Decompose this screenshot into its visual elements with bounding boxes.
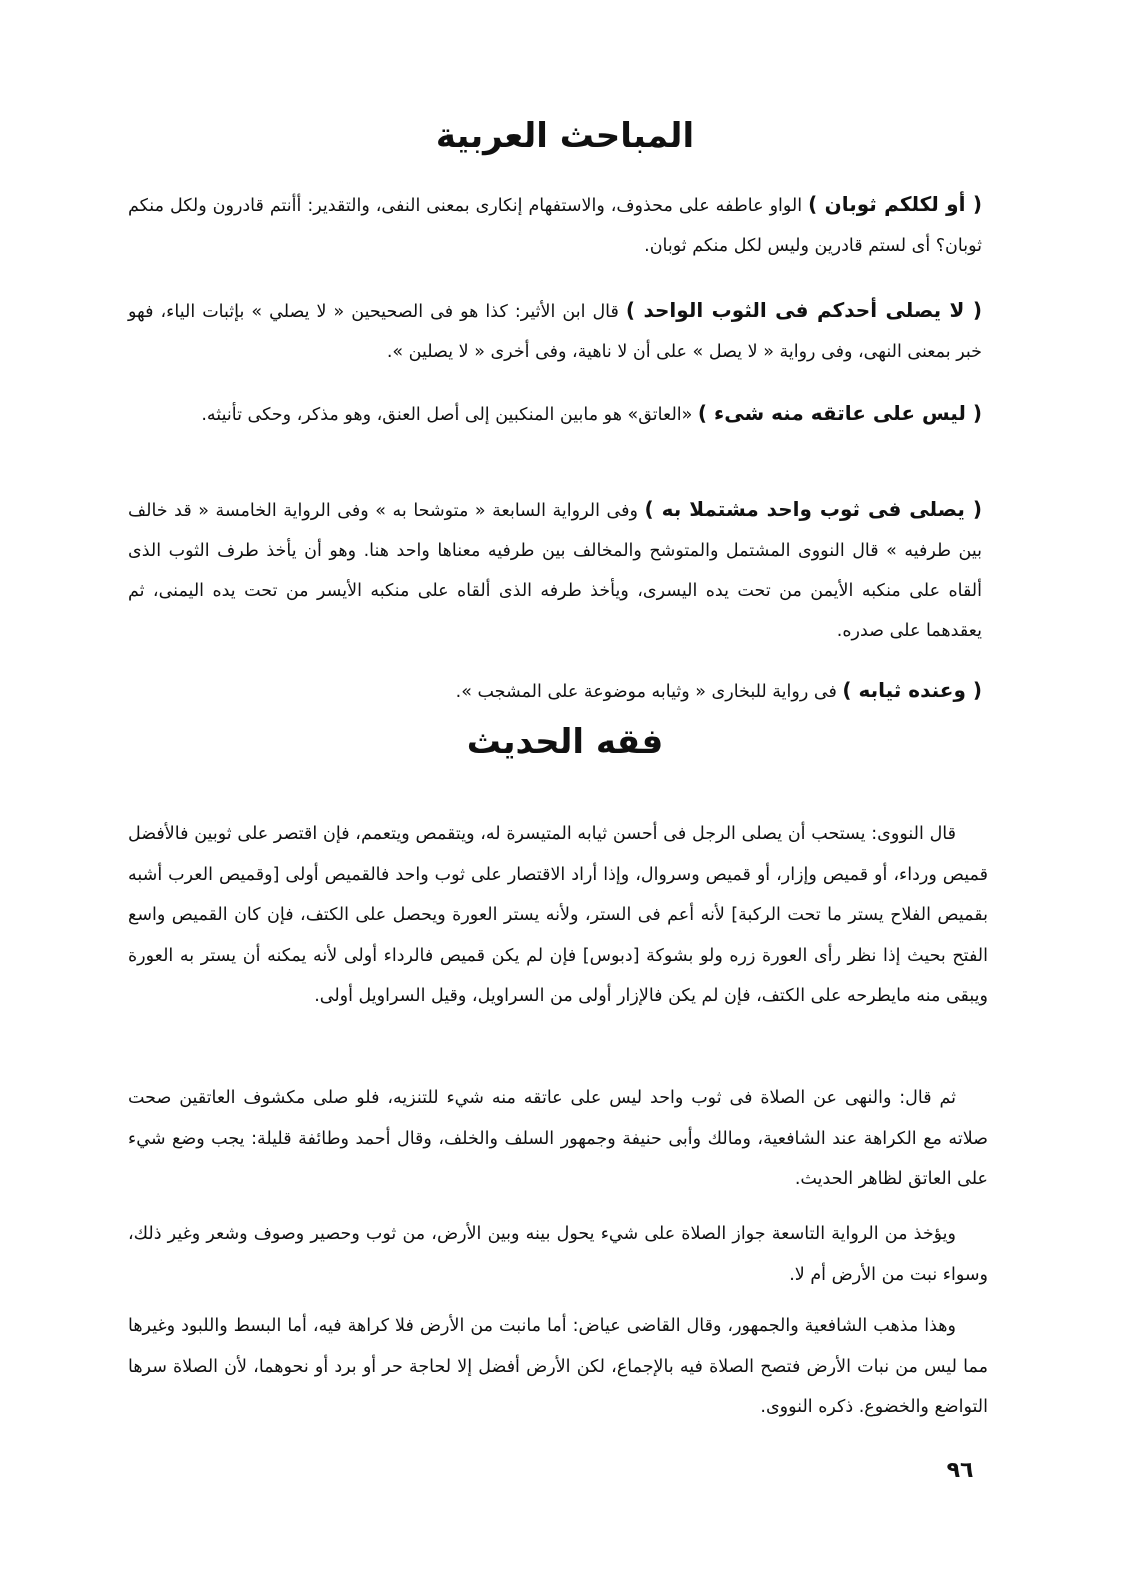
entry-term: ( أو لكلكم ثوبان ): [808, 192, 982, 216]
entry-text: الواو عاطفه على محذوف، والاستفهام إنكارى بمعنى النفى، والتقدير: أأنتم قادرون ولكل منكم ثوبان؟ أى لستم قادرين وليس لكل منكم ثوبان.: [128, 196, 982, 256]
entry-term: ( ليس على عاتقه منه شىء ): [697, 401, 982, 425]
entry-paragraph: [128, 393, 982, 435]
entry-text: فى رواية للبخارى « وثيابه موضوعة على المشجب ».: [455, 682, 843, 702]
entry-paragraph: [128, 489, 982, 651]
body-paragraph: قال النووى: يستحب أن يصلى الرجل فى أحسن ثيابه المتيسرة له، ويتقمص ويتعمم، فإن اقتصر على ثوبين فالأفضل قميص ورداء، أو قميص وإزار، أو قميص وسروال، وإذا أراد الاقتصار على ثوب واحد فالقميص أولى [وقميص العرب أشبه بقميص الفلاح يستر ما تحت الركبة] لأنه أعم فى الستر، ولأنه يستر العورة ويحصل على الكتف، فإن كان القميص واسع الفتح بحيث إذا نظر رأى العورة زره ولو بشوكة [دبوس] فإن لم يكن قميص فالرداء أولى لأنه يمكنه أن يستر به العورة ويبقى منه مايطرحه على الكتف، فإن لم يكن فالإزار أولى من السراويل، وقيل السراويل أولى.: [128, 824, 988, 1006]
entry-term: ( وعنده ثيابه ): [842, 678, 982, 702]
page-number: ٩٦: [946, 1458, 974, 1483]
body-paragraph: ثم قال: والنهى عن الصلاة فى ثوب واحد ليس على عاتقه منه شيء للتنزيه، فلو صلى مكشوف العاتقين صحت صلاته مع الكراهة عند الشافعية، ومالك وأبى حنيفة وجمهور السلف والخلف، وقال أحمد وطائفة قليلة: يجب وضع شيء على العاتق لظاهر الحديث.: [128, 1088, 988, 1189]
body-paragraph: وهذا مذهب الشافعية والجمهور، وقال القاضى عياض: أما مانبت من الأرض فلا كراهة فيه، أما البسط واللبود وغيرها مما ليس من نبات الأرض فتصح الصلاة فيه بالإجماع، لكن الأرض أفضل إلا لحاجة حر أو برد أو نحوهما، لأن الصلاة سرها التواضع والخضوع. ذكره النووى.: [128, 1316, 988, 1417]
entry-text: «العاتق» هو مابين المنكبين إلى أصل العنق، وهو مذكر، وحكى تأنيثه.: [201, 405, 698, 425]
entry-text: وفى الرواية السابعة « متوشحا به » وفى الرواية الخامسة « قد خالف بين طرفيه » قال النووى المشتمل والمتوشح والمخالف بين طرفيه معناها واحد هنا. وهو أن يأخذ طرف الثوب الذى ألقاه على منكبه الأيمن من تحت يده اليسرى، ويأخذ طرفه الذى ألقاه على منكبه الأيسر من تحت يده اليمنى، ثم يعقدهما على صدره.: [128, 501, 982, 641]
entry-paragraph: [128, 670, 982, 712]
section-title-hadith-fiqh: فقه الحديث: [466, 722, 664, 762]
entry-paragraph: [128, 290, 982, 372]
entry-term: ( لا يصلى أحدكم فى الثوب الواحد ): [625, 298, 982, 322]
body-paragraph: ويؤخذ من الرواية التاسعة جواز الصلاة على شيء يحول بينه وبين الأرض، من ثوب وحصير وصوف وشعر وغير ذلك، وسواء نبت من الأرض أم لا.: [128, 1224, 988, 1285]
entry-text: قال ابن الأثير: كذا هو فى الصحيحين « لا يصلي » بإثبات الياء، فهو خبر بمعنى النهى، وفى رواية « لا يصل » على أن لا ناهية، وفى أخرى « لا يصلين ».: [128, 302, 982, 362]
entry-paragraph: [128, 184, 982, 266]
section-title-arabic-discussions: المباحث العربية: [435, 116, 695, 156]
entry-term: ( يصلى فى ثوب واحد مشتملا به ): [644, 497, 983, 521]
